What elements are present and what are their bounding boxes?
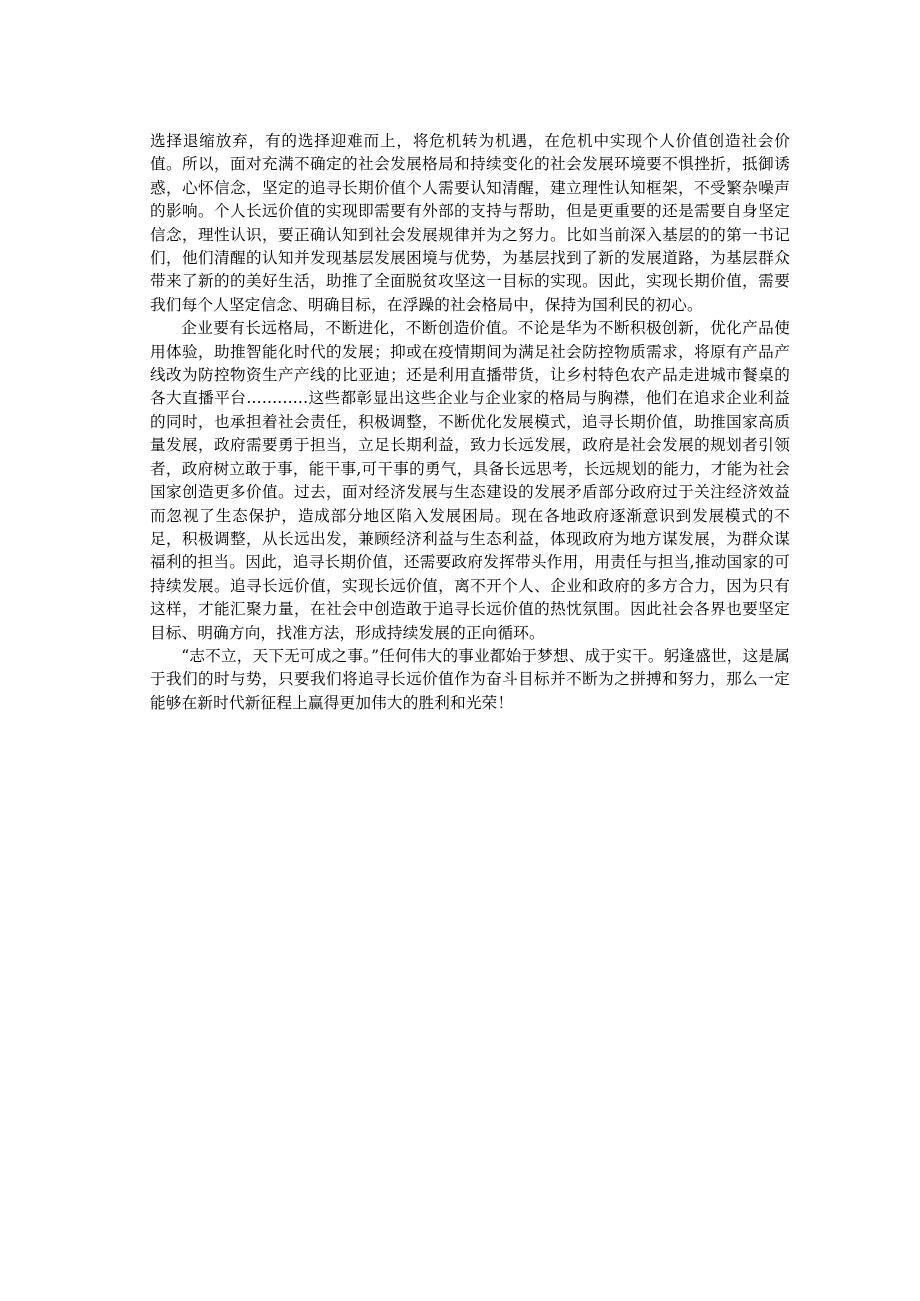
body-text — [150, 130, 790, 715]
paragraph-1: 选择退缩放弃，有的选择迎难而上，将危机转为机遇，在危机中实现个人价值创造社会价值。所以，面对充满不确定的社会发展格局和持续变化的社会发展环境要不惧挫折，抵御诱惑，心怀信念，坚定的追寻长期价值个人需要认知清醒，建立理性认知框架，不受繁杂噪声的影响。个人长远价值的实现即需要有外部的支持与帮助，但是更重要的还是需要自身坚定信念，理性认识，要正确认知到社会发展规律并为之努力。比如当前深入基层的的第一书记们，他们清醒的认知并发现基层发展困境与优势，为基层找到了新的发展道路，为基层群众带来了新的的美好生活，助推了全面脱贫攻坚这一目标的实现。因此，实现长期价值，需要我们每个人坚定信念、明确目标，在浮躁的社会格局中，保持为国利民的初心。 — [150, 132, 790, 314]
paragraph-2: 企业要有长远格局，不断进化，不断创造价值。不论是华为不断积极创新，优化产品使用体验，助推智能化时代的发展；抑或在疫情期间为满足社会防控物质需求，将原有产品产线改为防控物资生产产线的比亚迪；还是利用直播带货，让乡村特色农产品走进城市餐桌的各大直播平台............这些都彰显出这些企业与企业家的格局与胸襟，他们在追求企业利益的同时，也承担着社会责任，积极调整，不断优化发展模式，追寻长期价值，助推国家高质量发展，政府需要勇于担当，立足长期利益，致力长远发展，政府是社会发展的规划者引领者，政府树立敢于事，能干事,可干事的勇气，具备长远思考，长远规划的能力，才能为社会国家创造更多价值。过去，面对经济发展与生态建设的发展矛盾部分政府过于关注经济效益而忽视了生态保护，造成部分地区陷入发展困局。现在各地政府逐渐意识到发展模式的不足，积极调整，从长远出发，兼顾经济利益与生态利益，体现政府为地方谋发展，为群众谋福利的担当。因此，追寻长期价值，还需要政府发挥带头作用，用责任与担当,推动国家的可持续发展。追寻长远价值，实现长远价值，离不开个人、企业和政府的多方合力，因为只有这样，才能汇聚力量，在社会中创造敢于追寻长远价值的热忱氛围。因此社会各界也要坚定目标、明确方向，找准方法，形成持续发展的正向循环。 — [150, 319, 790, 642]
paragraph-3: “志不立，天下无可成之事。”任何伟大的事业都始于梦想、成于实干。躬逢盛世，这是属于我们的时与势，只要我们将追寻长远价值作为奋斗目标并不断为之拼搏和努力，那么一定能够在新时代新征程上赢得更加伟大的胜利和光荣！ — [150, 646, 790, 712]
